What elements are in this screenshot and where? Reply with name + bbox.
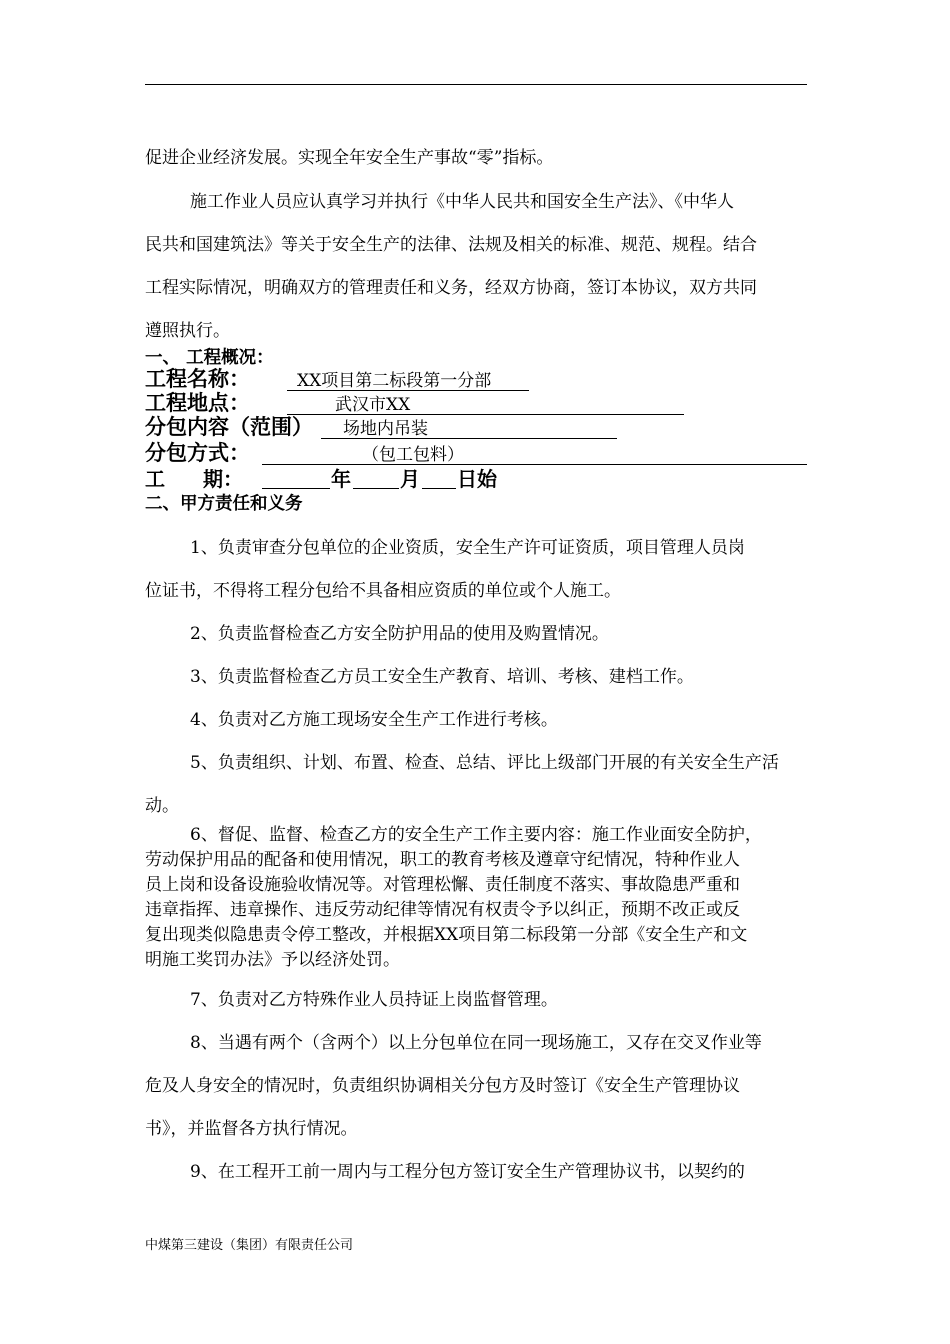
clause-line: 7、负责对乙方特殊作业人员持证上岗监督管理。 <box>190 990 558 1010</box>
field-value: XX项目第二标段第一分部 <box>287 368 529 391</box>
field-project-name <box>145 366 492 392</box>
clause-line: 8、当遇有两个（含两个）以上分包单位在同一现场施工，又存在交叉作业等 <box>190 1033 762 1053</box>
field-value: 武汉市XX <box>287 392 684 415</box>
field-project-location <box>145 390 411 416</box>
intro-paragraph-line: 民共和国建筑法》等关于安全生产的法律、法规及相关的标准、规范、规程。结合 <box>145 235 757 255</box>
clause-line: 3、负责监督检查乙方员工安全生产教育、培训、考核、建档工作。 <box>190 667 694 687</box>
section-heading-party-a: 二、甲方责任和义务 <box>145 494 303 514</box>
field-value: （包工包料） <box>262 442 807 465</box>
field-value: 场地内吊装 <box>321 416 617 439</box>
field-subcontract-method <box>145 440 464 466</box>
intro-line: 促进企业经济发展。实现全年安全生产事故“零”指标。 <box>145 148 554 168</box>
field-label: 工 期： <box>145 467 243 491</box>
clause-line: 位证书，不得将工程分包给不具备相应资质的单位或个人施工。 <box>145 581 621 601</box>
clause-line: 劳动保护用品的配备和使用情况，职工的教育考核及遵章守纪情况，特种作业人 <box>145 850 740 870</box>
month-label: 月 <box>400 467 420 491</box>
clause-line: 6、督促、监督、检查乙方的安全生产工作主要内容：施工作业面安全防护， <box>190 825 762 845</box>
clause-line: 员上岗和设备设施验收情况等。对管理松懈、责任制度不落实、事故隐患严重和 <box>145 875 740 895</box>
clause-line: 危及人身安全的情况时，负责组织协调相关分包方及时签订《安全生产管理协议 <box>145 1076 740 1096</box>
year-label: 年 <box>331 467 351 491</box>
clause-line: 4、负责对乙方施工现场安全生产工作进行考核。 <box>190 710 558 730</box>
section-heading-overview: 一、 工程概况： <box>145 348 274 368</box>
day-blank <box>422 468 456 489</box>
clause-line: 复出现类似隐患责令停工整改，并根据XX项目第二标段第一分部《安全生产和文 <box>145 925 748 945</box>
field-label: 工程名称： <box>145 367 250 391</box>
header-rule <box>145 84 807 85</box>
day-label: 日始 <box>457 467 497 491</box>
intro-paragraph-line: 工程实际情况，明确双方的管理责任和义务，经双方协商，签订本协议，双方共同 <box>145 278 757 298</box>
intro-paragraph-line: 施工作业人员应认真学习并执行《中华人民共和国安全生产法》、《中华人 <box>190 192 734 212</box>
month-blank <box>353 468 399 489</box>
clause-line: 9、在工程开工前一周内与工程分包方签订安全生产管理协议书，以契约的 <box>190 1162 745 1182</box>
clause-line: 2、负责监督检查乙方安全防护用品的使用及购置情况。 <box>190 624 609 644</box>
clause-line: 违章指挥、违章操作、违反劳动纪律等情况有权责令予以纠正，预期不改正或反 <box>145 900 740 920</box>
field-subcontract-scope <box>145 414 428 440</box>
footer-company: 中煤第三建设（集团）有限责任公司 <box>145 1238 354 1253</box>
clause-line: 5、负责组织、计划、布置、检查、总结、评比上级部门开展的有关安全生产活 <box>190 753 779 773</box>
clause-line: 明施工奖罚办法》予以经济处罚。 <box>145 950 400 970</box>
year-blank <box>262 468 330 489</box>
field-construction-period <box>145 466 497 492</box>
clause-line: 动。 <box>145 796 179 816</box>
field-label: 工程地点： <box>145 391 250 415</box>
clause-line: 1、负责审查分包单位的企业资质，安全生产许可证资质，项目管理人员岗 <box>190 538 745 558</box>
clause-line: 书》，并监督各方执行情况。 <box>145 1119 358 1139</box>
field-label: 分包方式： <box>145 441 250 465</box>
field-label: 分包内容（范围） <box>145 415 313 439</box>
intro-paragraph-line: 遵照执行。 <box>145 321 230 341</box>
